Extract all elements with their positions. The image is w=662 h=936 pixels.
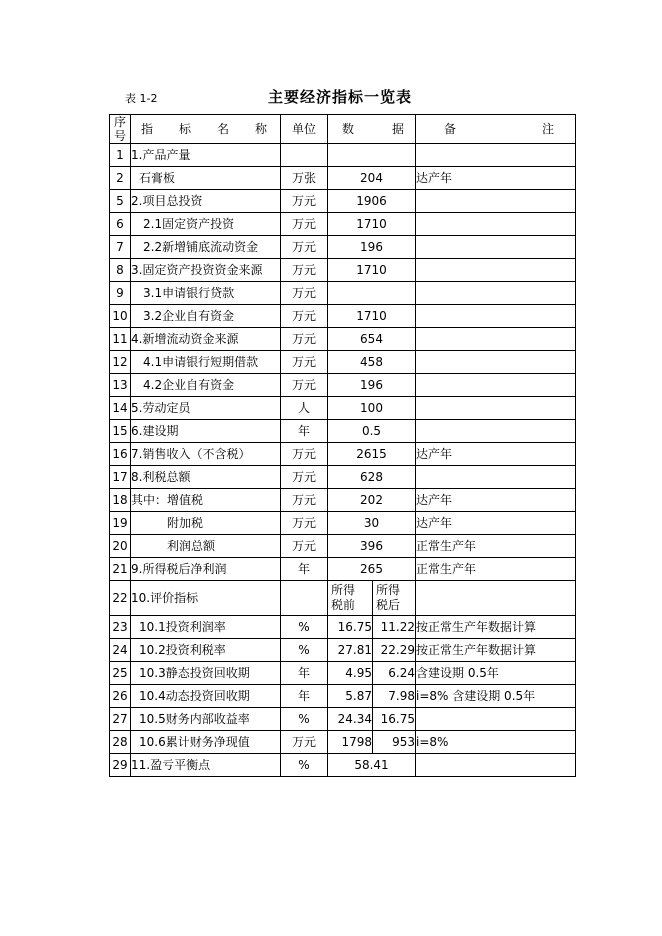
row-name: 7.销售收入（不含税） [131,443,281,466]
row-value: 58.41 [328,754,416,777]
table-row [110,558,576,581]
row-seq: 12 [110,351,131,374]
row-unit: 万元 [281,351,328,374]
row-unit: 万元 [281,466,328,489]
row-value [328,144,416,167]
row-seq: 16 [110,443,131,466]
header-data-char1: 数 [342,122,355,136]
row-name: 10.3静态投资回收期 [131,662,281,685]
row-value: 196 [328,374,416,397]
row-note: 正常生产年 [416,535,576,558]
row-value: 202 [328,489,416,512]
row-name: 附加税 [131,512,281,535]
table-caption: 表 1-2 [125,92,158,105]
table-row [110,639,576,662]
row-value: 1710 [328,305,416,328]
row-note [416,397,576,420]
pre-tax-header [328,581,373,616]
row-note [416,466,576,489]
row-value: 628 [328,466,416,489]
table-row [110,708,576,731]
row-seq: 14 [110,397,131,420]
row-name: 1.产品产量 [131,144,281,167]
header-row [110,115,576,144]
row-name: 10.6累计财务净现值 [131,731,281,754]
row-value: 396 [328,535,416,558]
row-note: 达产年 [416,167,576,190]
row-note [416,581,576,616]
row-note [416,213,576,236]
row-unit [281,144,328,167]
row-unit: % [281,754,328,777]
header-name-char4: 称 [255,122,268,136]
row-seq: 7 [110,236,131,259]
row-value: 2615 [328,443,416,466]
header-seq-line1: 序 [113,115,126,129]
row-note [416,328,576,351]
row-post-tax: 6.24 [373,662,416,685]
table-row [110,305,576,328]
row-unit: 万元 [281,328,328,351]
row-value: 1906 [328,190,416,213]
row-seq: 13 [110,374,131,397]
header-name-char1: 指 [141,122,154,136]
table-row [110,420,576,443]
row-seq: 9 [110,282,131,305]
row-unit: 万元 [281,259,328,282]
row-value: 196 [328,236,416,259]
row-note [416,374,576,397]
row-note: 按正常生产年数据计算 [416,639,576,662]
row-name: 10.评价指标 [131,581,281,616]
row-note: 按正常生产年数据计算 [416,616,576,639]
row-note [416,708,576,731]
row-unit: 万元 [281,374,328,397]
row-pre-tax: 24.34 [328,708,373,731]
row-note: i=8% [416,731,576,754]
table-row [110,616,576,639]
row-name: 2.1固定资产投资 [131,213,281,236]
pre-tax-line2: 税前 [331,598,356,612]
row-seq: 26 [110,685,131,708]
row-unit: 万元 [281,512,328,535]
row-value: 458 [328,351,416,374]
row-value: 30 [328,512,416,535]
header-unit: 单位 [281,115,328,144]
row-name: 3.固定资产投资资金来源 [131,259,281,282]
row-value: 0.5 [328,420,416,443]
row-seq: 21 [110,558,131,581]
row-name: 6.建设期 [131,420,281,443]
pre-tax-line1: 所得 [331,583,356,597]
row-value: 1710 [328,259,416,282]
row-name: 8.利税总额 [131,466,281,489]
row-name: 5.劳动定员 [131,397,281,420]
row-unit: 万元 [281,282,328,305]
table-row [110,662,576,685]
row-unit: 万元 [281,305,328,328]
row-unit: 人 [281,397,328,420]
row-seq: 20 [110,535,131,558]
table-row [110,754,576,777]
row-note [416,305,576,328]
header-data [328,115,416,144]
header-data-char2: 据 [392,122,405,136]
post-tax-line2: 税后 [376,598,401,612]
row-name: 3.2企业自有资金 [131,305,281,328]
row-unit: 万元 [281,535,328,558]
row-seq: 10 [110,305,131,328]
row-note [416,144,576,167]
table-row [110,144,576,167]
row-note: 含建设期 0.5年 [416,662,576,685]
header-name [131,115,281,144]
table-row [110,443,576,466]
table-row [110,397,576,420]
row-name: 3.1申请银行贷款 [131,282,281,305]
row-name: 10.4动态投资回收期 [131,685,281,708]
row-unit: 万元 [281,443,328,466]
header-name-char3: 名 [217,122,230,136]
table-row [110,259,576,282]
header-note-char1: 备 [444,122,457,136]
table-row [110,685,576,708]
row-note [416,259,576,282]
header-seq-line2: 号 [113,129,126,143]
row-seq: 22 [110,581,131,616]
row-unit: % [281,639,328,662]
table-row [110,236,576,259]
row-seq: 8 [110,259,131,282]
row-note: 达产年 [416,443,576,466]
row-post-tax: 22.29 [373,639,416,662]
row-unit: 万元 [281,489,328,512]
row-unit [281,581,328,616]
row-seq: 15 [110,420,131,443]
table-body [110,115,576,777]
row-seq: 25 [110,662,131,685]
row-pre-tax: 1798 [328,731,373,754]
row-note: 正常生产年 [416,558,576,581]
row-value: 100 [328,397,416,420]
row-seq: 11 [110,328,131,351]
row-seq: 29 [110,754,131,777]
row-seq: 2 [110,167,131,190]
row-name: 2.项目总投资 [131,190,281,213]
header-note-char2: 注 [542,122,555,136]
row-unit: 万张 [281,167,328,190]
row-name: 10.5财务内部收益率 [131,708,281,731]
row-seq: 19 [110,512,131,535]
row-unit: 万元 [281,190,328,213]
post-tax-line1: 所得 [376,583,401,597]
row-name: 其中：增值税 [131,489,281,512]
table-row [110,282,576,305]
row-pre-tax: 4.95 [328,662,373,685]
row-name: 石膏板 [131,167,281,190]
row-value: 654 [328,328,416,351]
row-unit: 万元 [281,731,328,754]
row-note: i=8% 含建设期 0.5年 [416,685,576,708]
row-name: 2.2新增铺底流动资金 [131,236,281,259]
row-note [416,282,576,305]
row-seq: 27 [110,708,131,731]
row-name: 10.2投资利税率 [131,639,281,662]
row-note [416,754,576,777]
row-post-tax: 16.75 [373,708,416,731]
row-name: 4.2企业自有资金 [131,374,281,397]
row-seq: 24 [110,639,131,662]
row-seq: 1 [110,144,131,167]
table-row [110,512,576,535]
table-row [110,190,576,213]
row-unit: 年 [281,420,328,443]
table-row [110,535,576,558]
row-note [416,236,576,259]
table-row [110,213,576,236]
row-note [416,420,576,443]
table-row [110,328,576,351]
table-row [110,731,576,754]
row-post-tax: 7.98 [373,685,416,708]
row-name: 4.1申请银行短期借款 [131,351,281,374]
row-unit: 年 [281,662,328,685]
row-value: 1710 [328,213,416,236]
row-post-tax: 953 [373,731,416,754]
header-seq [110,115,131,144]
row-name: 利润总额 [131,535,281,558]
page-title: 主要经济指标一览表 [268,88,413,106]
post-tax-header [373,581,416,616]
row-value: 204 [328,167,416,190]
row-unit: % [281,708,328,731]
row-pre-tax: 16.75 [328,616,373,639]
row-note: 达产年 [416,512,576,535]
table-row [110,351,576,374]
row-seq: 17 [110,466,131,489]
row-seq: 6 [110,213,131,236]
row-unit: 年 [281,685,328,708]
row-note [416,190,576,213]
header-note [416,115,576,144]
row-unit: 年 [281,558,328,581]
row-seq: 23 [110,616,131,639]
row-name: 9.所得税后净利润 [131,558,281,581]
table-row [110,489,576,512]
table-row [110,581,576,616]
row-seq: 5 [110,190,131,213]
row-pre-tax: 5.87 [328,685,373,708]
row-seq: 18 [110,489,131,512]
row-note: 达产年 [416,489,576,512]
table-row [110,167,576,190]
row-unit: 万元 [281,213,328,236]
row-seq: 28 [110,731,131,754]
table-row [110,374,576,397]
row-value: 265 [328,558,416,581]
row-note [416,351,576,374]
row-name: 4.新增流动资金来源 [131,328,281,351]
row-name: 11.盈亏平衡点 [131,754,281,777]
row-value [328,282,416,305]
indicator-table [109,114,576,777]
row-name: 10.1投资利润率 [131,616,281,639]
row-unit: % [281,616,328,639]
row-post-tax: 11.22 [373,616,416,639]
row-pre-tax: 27.81 [328,639,373,662]
row-unit: 万元 [281,236,328,259]
header-name-char2: 标 [179,122,192,136]
table-row [110,466,576,489]
